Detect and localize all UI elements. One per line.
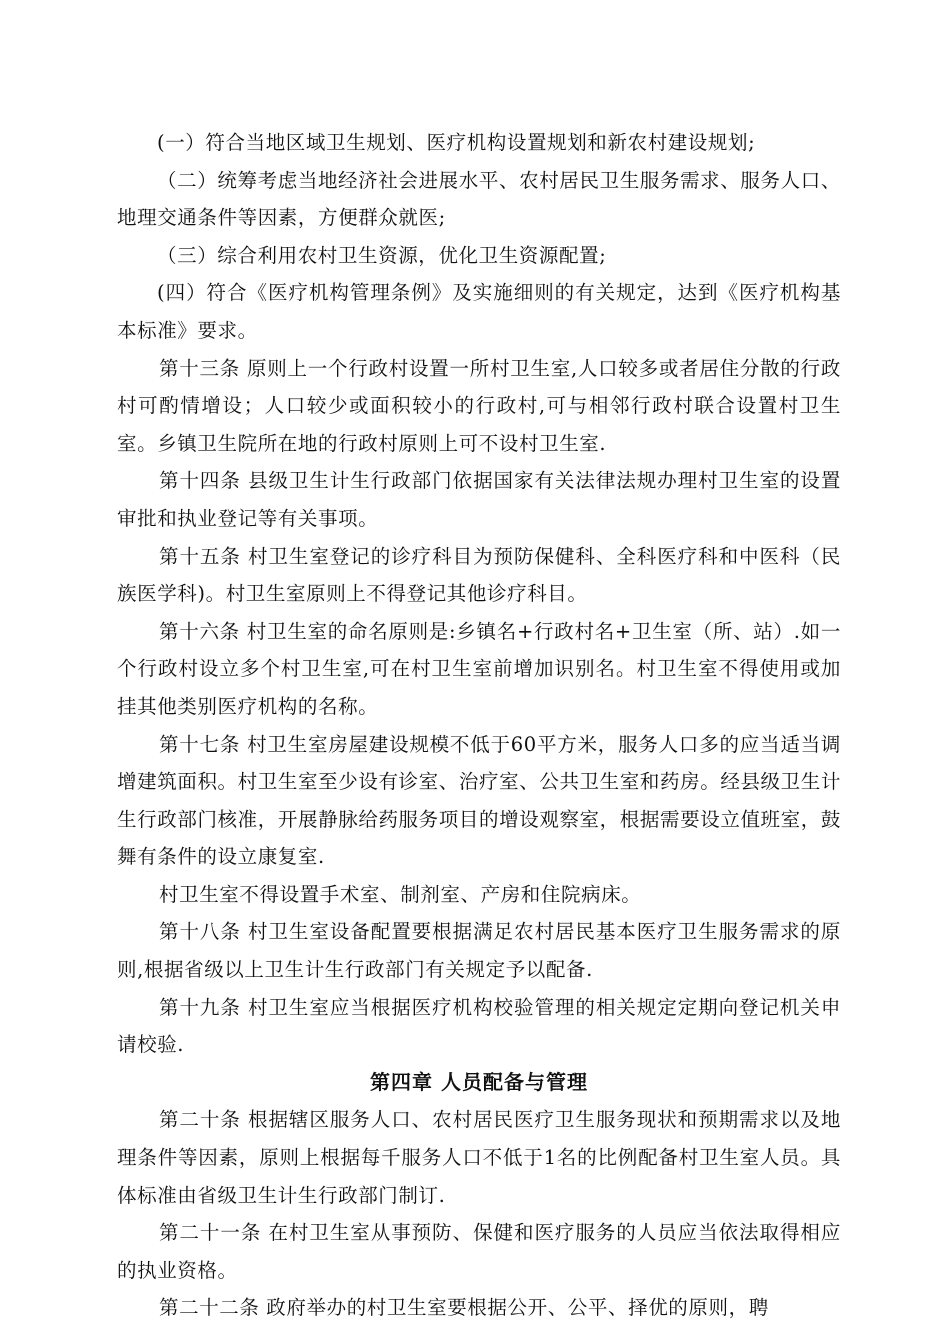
article-19: 第十九条 村卫生室应当根据医疗机构校验管理的相关规定定期向登记机关申请校验.	[117, 995, 841, 1057]
article-14: 第十四条 县级卫生计生行政部门依据国家有关法律法规办理村卫生室的设置审批和执业登记等有关事项。	[117, 469, 841, 530]
document-body	[117, 124, 841, 1327]
list-item-1: (一）符合当地区域卫生规划、医疗机构设置规划和新农村建设规划;	[157, 131, 756, 154]
article-21: 第二十一条 在村卫生室从事预防、保健和医疗服务的人员应当依法取得相应的执业资格。	[117, 1221, 841, 1282]
article-18: 第十八条 村卫生室设备配置要根据满足农村居民基本医疗卫生服务需求的原则,根据省级以上卫生计生行政部门有关规定予以配备.	[117, 920, 841, 982]
article-22: 第二十二条 政府举办的村卫生室要根据公开、公平、择优的原则，聘	[159, 1296, 769, 1320]
article-17-supplement: 村卫生室不得设置手术室、制剂室、产房和住院病床。	[159, 882, 642, 906]
list-item-2: （二）统筹考虑当地经济社会进展水平、农村居民卫生服务需求、服务人口、地理交通条件等因素，方便群众就医;	[117, 168, 841, 230]
article-16: 第十六条 村卫生室的命名原则是:乡镇名+行政村名+卫生室（所、站）.如一个行政村设立多个村卫生室,可在村卫生室前增加识别名。村卫生室不得使用或加挂其他类别医疗机构的名称。	[117, 619, 841, 718]
article-20: 第二十条 根据辖区服务人口、农村居民医疗卫生服务现状和预期需求以及地理条件等因素，原则上根据每千服务人口不低于1名的比例配备村卫生室人员。具体标准由省级卫生计生行政部门制订.	[117, 1108, 841, 1207]
list-item-3: （三）综合利用农村卫生资源，优化卫生资源配置;	[157, 243, 607, 267]
chapter-title: 第四章 人员配备与管理	[370, 1069, 588, 1094]
article-13: 第十三条 原则上一个行政村设置一所村卫生室,人口较多或者居住分散的行政村可酌情增设；人口较少或面积较小的行政村,可与相邻行政村联合设置村卫生室。乡镇卫生院所在地的行政村原则上可不设村卫生室.	[117, 356, 841, 455]
list-item-4: (四）符合《医疗机构管理条例》及实施细则的有关规定，达到《医疗机构基本标准》要求。	[117, 281, 841, 342]
article-17: 第十七条 村卫生室房屋建设规模不低于60平方米，服务人口多的应当适当调增建筑面积。村卫生室至少设有诊室、治疗室、公共卫生室和药房。经县级卫生计生行政部门核准，开展静脉给药服务项目的增设观察室，根据需要设立值班室，鼓舞有条件的设立康复室.	[117, 732, 841, 869]
article-15: 第十五条 村卫生室登记的诊疗科目为预防保健科、全科医疗科和中医科（民族医学科)。村卫生室原则上不得登记其他诊疗科目。	[117, 544, 841, 606]
